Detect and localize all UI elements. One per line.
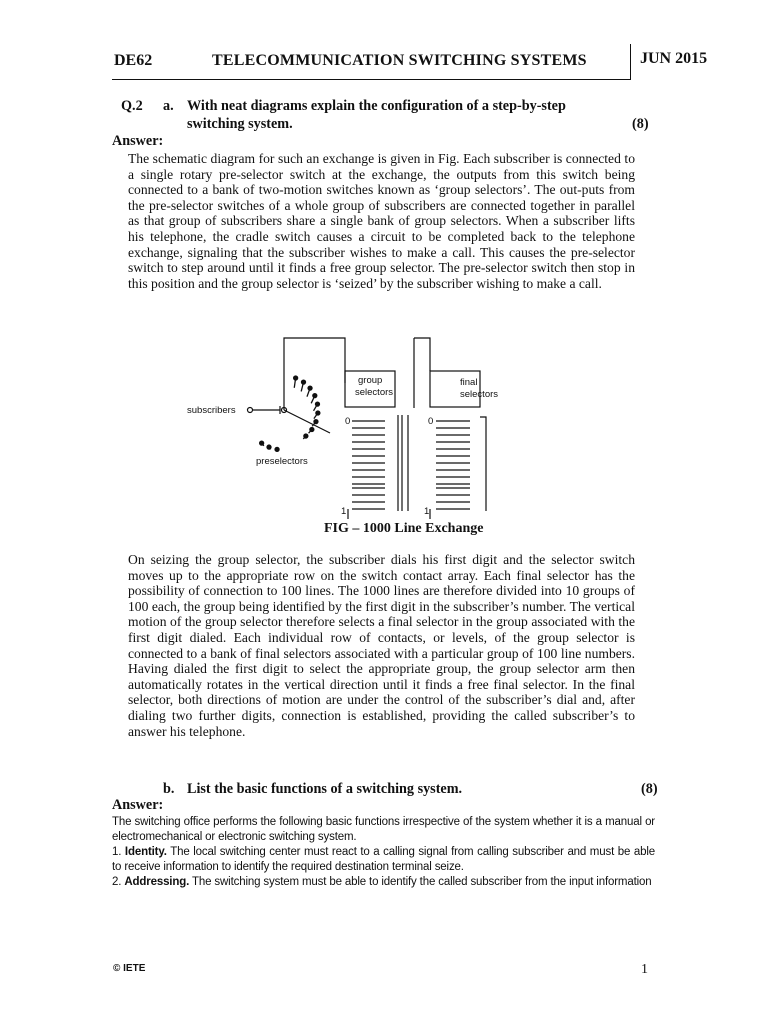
preselector-contact-head [302,380,306,384]
preselectors-label: preselectors [256,456,308,467]
preselector-contact-head [314,420,318,424]
preselector-contact-head [260,441,264,445]
group-bank-zero: 0 [345,416,351,427]
question-a-text-line1: With neat diagrams explain the configuration of a step-by-step [187,98,566,114]
final-bank-one: 1 [424,506,430,517]
final-label-line1: final [460,377,478,388]
preselector-contacts [260,376,320,451]
preselector-contact-head [308,386,312,390]
preselector-contact-head [275,447,279,451]
selector-bank-lines [352,421,470,509]
course-code: DE62 [114,52,153,69]
final-selector-input-wire [414,338,430,371]
question-a-marks: (8) [632,116,649,132]
course-title: TELECOMMUNICATION SWITCHING SYSTEMS [212,52,587,69]
page-header [112,44,712,80]
item-2-number: 2. [112,876,125,888]
header-rule [112,79,630,80]
preselector-contact-head [315,402,319,406]
question-b-text: List the basic functions of a switching system. [187,781,463,797]
answer-a-paragraph-2: On seizing the group selector, the subscriber dials his first digit and the selector switch moves up to the appropriate row on the switch contact array. Each final selector has the possibility of connection to 100 lines. The 1000 lines are therefore divided into 10 groups of 100 each, the group being identified by the first digit in the subscriber’s number. The vertical motion of the group selector therefore selects a final selector in the group associated with the first digit dialed. Each individual row of contacts, or levels, of the group selector is connected to a bank of final selectors associated with a particular group of 100 line numbers. Having dialed the first digit to select the appropriate group, the group selector arm then automatically rotates in the vertical direction until it finds a free final selector. In the final selector, both directions of motion are under the control of the subscriber’s dial and, after dialing two further digits, connection is established, providing the called subscriber’s to answer his telephone. [128,552,635,739]
item-1-text: The local switching center must react to a calling signal from calling subscriber and must be able to receive information to identify the required destination terminal seize. [112,846,655,873]
answer-b-item-2 [112,875,655,890]
question-part-b: b. [163,781,175,797]
bank-base-ticks [348,506,430,519]
item-1-number: 1. [112,846,125,858]
subscribers-label: subscribers [187,405,236,416]
preselector-contact-head [316,411,320,415]
question-b-marks: (8) [641,781,658,797]
answer-a-paragraph-1: The schematic diagram for such an exchange is given in Fig. Each subscriber is connected to a single rotary pre-selector switch at the exchange, the outputs from this switch being connected to a bank of two-motion switches known as ‘group selectors’. The out-puts from the pre-selector switches of a whole group of subscribers are connected together in parallel as that group of subscribers share a single bank of group selectors. When a subscriber lifts his telephone, the cradle switch causes a circuit to be completed back to the telephone exchange, signaling that the subscriber wishes to make a call. This causes the pre-selector switch to step around until it finds a free group selector. The pre-selector switch then stop in this position and the group selector is ‘seized’ by the subscriber wishing to make a call. [128,151,635,291]
item-2-title: Addressing. [124,876,190,888]
answer-label-a: Answer: [112,133,164,149]
group-label-line2: selectors [355,387,394,398]
exam-date: JUN 2015 [640,50,708,67]
group-label-line1: group [358,375,383,386]
exchange-diagram [180,333,520,523]
answer-b-intro: The switching office performs the following basic functions irrespective of the system whether it is a manual or electromechanical or electronic switching system. [112,816,655,843]
question-part-a: a. [163,98,174,114]
preselector-wiper [284,410,330,433]
preselector-contact-head [267,445,271,449]
item-1-title: Identity. [124,846,167,858]
answer-b-item-1 [112,845,655,874]
answer-label-b: Answer: [112,797,164,813]
preselector-contact-head [294,376,298,380]
question-a-text-line2: switching system. [187,116,293,132]
group-bank-one: 1 [341,506,347,517]
preselector-contact-head [313,394,317,398]
final-label-line2: selectors [460,389,499,400]
question-number: Q.2 [121,98,143,114]
preselector-contact-head [304,434,308,438]
preselector-output-wire [284,338,345,410]
header-divider [630,44,631,80]
copyright-footer: © IETE [113,963,146,974]
subscriber-node [248,408,253,413]
figure-1000-line-exchange [180,333,520,543]
final-bank-wire [480,417,486,511]
preselector-contact-head [310,428,314,432]
item-2-text: The switching system must be able to identify the called subscriber from the input information [189,876,652,888]
final-bank-zero: 0 [428,416,434,427]
figure-caption: FIG – 1000 Line Exchange [324,521,484,536]
group-bank-wires [398,415,408,511]
page-number: 1 [641,962,648,977]
